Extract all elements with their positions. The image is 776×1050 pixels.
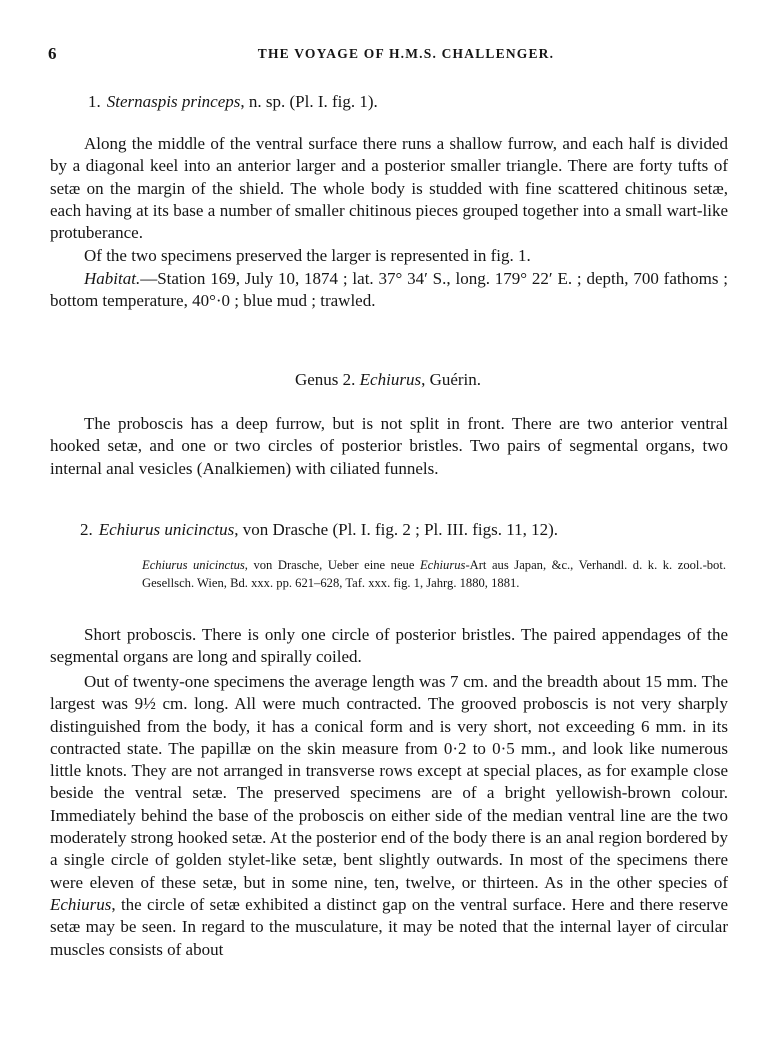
page-number: 6 xyxy=(48,44,57,63)
body-text-a: Out of twenty-one specimens the average length was 7 cm. and the breadth about 15 mm. The largest was 9½ cm. long. All were much contracted. The grooved proboscis is not very sharply distinguished from the body, it has a conical form and is very short, not exceeding 6 mm. in its contracted state. The papillæ on the skin measure from 0·2 to 0·5 mm., and look like numerous little knots. They are not arranged in transverse rows except at special places, as for example close beside the ventral setæ. The preserved specimens are of a bright yellowish-brown colour. Immediately behind the base of the proboscis on either side of the median ventral line are the two moderately strong hooked setæ. At the posterior end of the body there is an anal region bordered by a single circle of golden stylet-like setæ, bent slightly outwards. In most of the specimens there were eleven of these setæ, but in some nine, ten, twelve, or thirteen. As in the other species of xyxy=(50,672,728,892)
habitat-text: —Station 169, July 10, 1874 ; lat. 37° 34′ S., long. 179° 22′ E. ; depth, 700 fathoms ; bottom temperature, 40°·0 ; blue mud ; trawled. xyxy=(50,269,728,311)
reference-genus: Echiurus xyxy=(419,558,466,572)
sternaspis-habitat xyxy=(50,268,728,313)
body-text-b: , the circle of setæ exhibited a distinct gap on the ventral surface. Here and there reserve setæ may be seen. In regard to the musculature, it may be noted that the internal layer of circular muscles consists of about xyxy=(50,894,728,959)
habitat-label: Habitat. xyxy=(84,269,141,288)
echiurus-summary xyxy=(50,624,728,669)
sternaspis-specimens xyxy=(50,245,728,267)
running-title: THE VOYAGE OF H.M.S. CHALLENGER. xyxy=(257,46,555,61)
species-heading-sternaspis xyxy=(88,92,378,112)
species-number: 1. xyxy=(88,92,101,111)
genus-name: Echiurus xyxy=(359,370,422,389)
species-citation: , n. sp. (Pl. I. fig. 1). xyxy=(240,92,378,111)
reference-text-b: -Art aus Japan, &c., Verhandl. d. k. k. zool.-bot. Gesellsch. Wien, Bd. xxx. pp. 621–628, Taf. xxx. fig. 1, Jahrg. 1880, 1881. xyxy=(142,558,726,590)
genus-prefix: Genus 2. xyxy=(294,370,360,389)
genus-author: , Guérin. xyxy=(421,370,482,389)
genus-description-text: The proboscis has a deep furrow, but is not split in front. There are two anterior ventral hooked setæ, and one or two circles of posterior bristles. Two pairs of segmental organs, two internal anal vesicles (Analkiemen) with ciliated funnels. xyxy=(50,414,728,478)
running-head xyxy=(48,44,734,68)
summary-text: Short proboscis. There is only one circle of posterior bristles. The paired appendages of the segmental organs are long and spirally coiled. xyxy=(50,625,728,667)
reference-text-a: , von Drasche, Ueber eine neue xyxy=(244,558,420,572)
body-genus: Echiurus xyxy=(50,894,112,914)
reference-species: Echiurus unicinctus xyxy=(142,558,245,572)
genus-description xyxy=(50,413,728,480)
species-citation: , von Drasche (Pl. I. fig. 2 ; Pl. III. figs. 11, 12). xyxy=(234,520,559,539)
species-name: Sternaspis princeps xyxy=(106,92,241,111)
sternaspis-description xyxy=(50,133,728,244)
species-heading-echiurus xyxy=(80,520,558,540)
species-name: Echiurus unicinctus xyxy=(98,520,235,539)
species-number: 2. xyxy=(80,520,93,539)
specimens-text: Of the two specimens preserved the larger is represented in fig. 1. xyxy=(84,246,531,265)
literature-reference xyxy=(142,557,726,592)
description-text: Along the middle of the ventral surface there runs a shallow furrow, and each half is divided by a diagonal keel into an anterior larger and a posterior smaller triangle. There are forty tufts of setæ on the margin of the shield. The whole body is studded with fine scattered chitinous setæ, each having at its base a number of smaller chitinous pieces grouped together into a small wart-like protuberance. xyxy=(50,134,728,243)
genus-heading-echiurus xyxy=(0,370,776,390)
echiurus-body xyxy=(50,671,728,961)
